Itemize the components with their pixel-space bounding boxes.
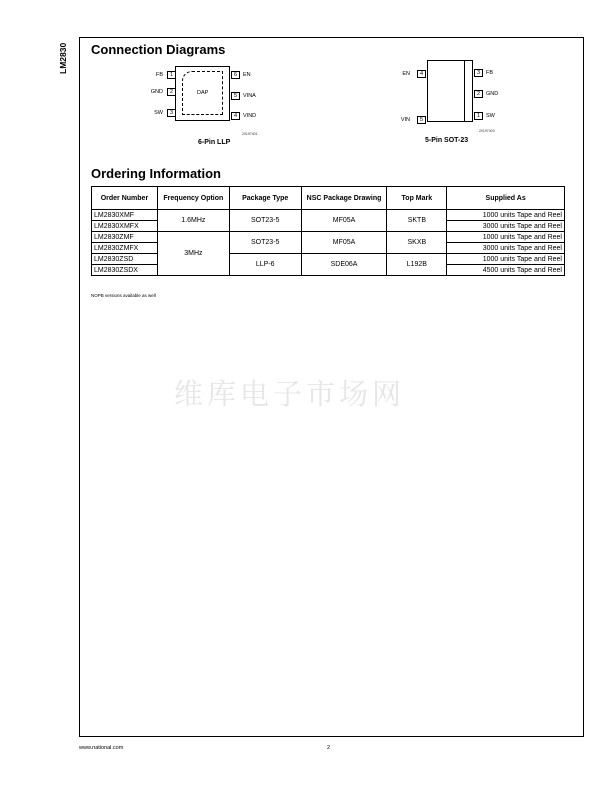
- top-mark: SKXB: [387, 232, 447, 254]
- sot-pin1-marker: [464, 60, 465, 122]
- llp-pin-num-2: 2: [167, 88, 176, 96]
- supplied-as: 3000 units Tape and Reel: [447, 243, 565, 254]
- package-drawing: SDE06A: [301, 254, 387, 276]
- llp-pin-num-6: 6: [231, 71, 240, 79]
- llp-pin-name-vind: VIND: [243, 113, 257, 119]
- package-type: SOT23-5: [229, 232, 301, 254]
- sot-pin-name-gnd: GND: [486, 91, 499, 97]
- llp-dap-label: DAP: [197, 90, 209, 96]
- supplied-as: 1000 units Tape and Reel: [447, 254, 565, 265]
- sot-pin-num-3: 3: [474, 69, 483, 77]
- package-type: SOT23-5: [229, 210, 301, 232]
- llp-pin-num-3: 3: [167, 109, 176, 117]
- order-number: LM2830ZMFX: [92, 243, 158, 254]
- sot-pin-name-fb: FB: [486, 70, 494, 76]
- header-package-type: Package Type: [229, 187, 301, 210]
- order-number: LM2830XMFX: [92, 221, 158, 232]
- sot-pin-name-vin: VIN: [400, 117, 410, 123]
- sot-figure-id: 20197403: [479, 129, 495, 133]
- sot-pin-name-sw: SW: [486, 113, 495, 119]
- top-mark: SKTB: [387, 210, 447, 232]
- sot-package-outline: [427, 60, 473, 122]
- sot-pin-num-2: 2: [474, 90, 483, 98]
- llp-pin-name-sw: SW: [154, 110, 163, 116]
- llp-pin-num-1: 1: [167, 71, 176, 79]
- order-number: LM2830ZMF: [92, 232, 158, 243]
- package-drawing: MF05A: [301, 232, 387, 254]
- top-mark: L192B: [387, 254, 447, 276]
- table-row: [92, 210, 565, 221]
- header-frequency-option: Frequency Option: [157, 187, 229, 210]
- llp-pin-name-gnd: GND: [150, 89, 163, 95]
- llp-pin-name-vina: VINA: [243, 93, 256, 99]
- watermark: 维库电子市场网: [174, 377, 406, 411]
- sot-pin-num-1: 1: [474, 112, 483, 120]
- order-number: LM2830ZSDX: [92, 265, 158, 276]
- llp-pin-num-4: 4: [231, 112, 240, 120]
- connection-diagrams-title: Connection Diagrams: [91, 42, 226, 57]
- sot-pin-num-4: 4: [417, 70, 426, 78]
- order-number: LM2830XMF: [92, 210, 158, 221]
- part-number: LM2830: [58, 42, 68, 74]
- sot-pin-num-5: 5: [417, 116, 426, 124]
- header-supplied-as: Supplied As: [447, 187, 565, 210]
- sot-caption: 5-Pin SOT-23: [425, 137, 469, 144]
- ordering-table: [91, 186, 565, 276]
- supplied-as: 1000 units Tape and Reel: [447, 232, 565, 243]
- table-header-row: [92, 187, 565, 210]
- header-nsc-package-drawing: NSC Package Drawing: [301, 187, 387, 210]
- llp-caption: 6-Pin LLP: [198, 139, 231, 146]
- table-row: [92, 232, 565, 243]
- sot-diagram: [400, 60, 540, 155]
- side-part-label: [58, 40, 72, 80]
- page-number: 2: [327, 745, 331, 751]
- supplied-as: 1000 units Tape and Reel: [447, 210, 565, 221]
- supplied-as: 3000 units Tape and Reel: [447, 221, 565, 232]
- package-type: LLP-6: [229, 254, 301, 276]
- header-top-mark: Top Mark: [387, 187, 447, 210]
- llp-pin-name-en: EN: [243, 72, 251, 78]
- header-order-number: Order Number: [92, 187, 158, 210]
- llp-pin-name-fb: FB: [155, 72, 163, 78]
- sot-pin-name-en: EN: [402, 71, 410, 77]
- llp-diagram: [140, 66, 270, 156]
- frequency-option: 1.6MHz: [157, 210, 229, 232]
- package-drawing: MF05A: [301, 210, 387, 232]
- footer-website[interactable]: www.national.com: [79, 745, 124, 751]
- nopb-note: NOPB versions available as well: [91, 293, 156, 298]
- llp-figure-id: 20197401: [242, 132, 258, 136]
- frequency-option: 3MHz: [157, 232, 229, 276]
- ordering-information-title: Ordering Information: [91, 166, 221, 181]
- supplied-as: 4500 units Tape and Reel: [447, 265, 565, 276]
- order-number: LM2830ZSD: [92, 254, 158, 265]
- llp-pin-num-5: 5: [231, 92, 240, 100]
